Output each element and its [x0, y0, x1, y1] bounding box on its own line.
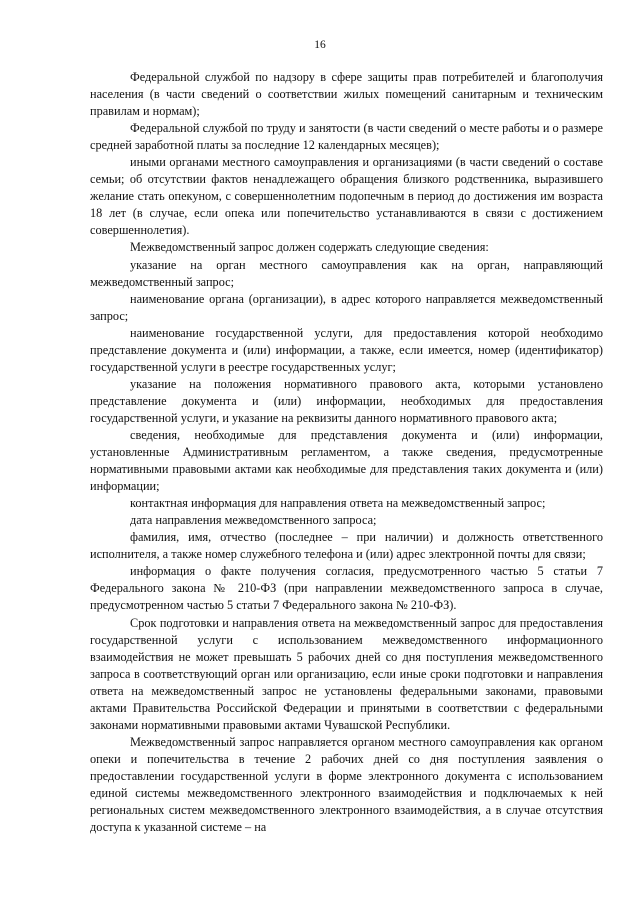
paragraph: Федеральной службой по труду и занятости (в части сведений о месте работы и о размере средней заработной платы за последние 12 календарных месяцев);: [90, 121, 603, 153]
paragraph: указание на положения нормативного правового акта, которыми установлено представление документа и (или) информации, необходимых для предоставления государственной услуги, и указание на реквизиты данного нормативного правового акта;: [90, 376, 603, 425]
paragraph: контактная информация для направления ответа на межведомственный запрос;: [130, 496, 546, 511]
paragraph: указание на орган местного самоуправления как на орган, направляющий межведомственный запрос;: [90, 257, 603, 289]
paragraph: фамилия, имя, отчество (последнее – при наличии) и должность ответственного исполнителя, а также номер служебного телефона и (или) адрес электронной почты для связи;: [90, 530, 603, 562]
paragraph: иными органами местного самоуправления и организациями (в части сведений о составе семьи; об отсутствии фактов ненадлежащего обращения близкого родственника, выразившего желание стать опекуном, с совершеннолетним подопечным в период до достижения им возраста 18 лет (в случае, если опека или попечительство устанавливаются в связи с достижением совершеннолетия).: [90, 155, 603, 238]
paragraph: информация о факте получения согласия, предусмотренного частью 5 статьи 7 Федерального закона № 210-ФЗ (при направлении межведомственного запроса в случае, предусмотренном частью 5 статьи 7 Федерального закона № 210-ФЗ).: [90, 564, 603, 613]
paragraph: Межведомственный запрос направляется органом местного самоуправления как органом опеки и попечительства в течение 2 рабочих дней со дня поступления заявления о предоставлении государственной услуги в форме электронного документа с использованием единой системы межведомственного электронного взаимодействия и подключаемых к ней региональных систем межведомственного электронного взаимодействия, а в случае отсутствия доступа к указанной системе – на: [90, 734, 603, 835]
paragraph: наименование государственной услуги, для предоставления которой необходимо представление документа и (или) информации, а также, если имеется, номер (идентификатор) государственной услуги в реестре государственных услуг;: [90, 325, 603, 374]
paragraph: наименование органа (организации), в адрес которого направляется межведомственный запрос;: [90, 291, 603, 323]
paragraph: Срок подготовки и направления ответа на межведомственный запрос для предоставления государственной услуги с использованием межведомственного информационного взаимодействия не может превышать 5 рабочих дней со дня поступления межведомственного запроса в соответствующий орган или организацию, если иные сроки подготовки и направления ответа на межведомственный запрос не установлены федеральными законами, правовыми актами Правительства Российской Федерации и принятыми в соответствии с федеральными законами нормативными правовыми актами Чувашской Республики.: [90, 615, 603, 732]
paragraph: дата направления межведомственного запроса;: [130, 513, 377, 528]
document-body: [90, 69, 603, 836]
paragraph: Межведомственный запрос должен содержать следующие сведения:: [130, 240, 489, 255]
paragraph: сведения, необходимые для представления документа и (или) информации, установленные Административным регламентом, а также сведения, предусмотренные нормативными правовыми актами как необходимые для представления таких документа и (или) информации;: [90, 427, 603, 494]
paragraph: Федеральной службой по надзору в сфере защиты прав потребителей и благополучия населения (в части сведений о соответствии жилых помещений санитарным и техническим правилам и нормам);: [90, 70, 603, 119]
page-number: 16: [314, 39, 326, 51]
